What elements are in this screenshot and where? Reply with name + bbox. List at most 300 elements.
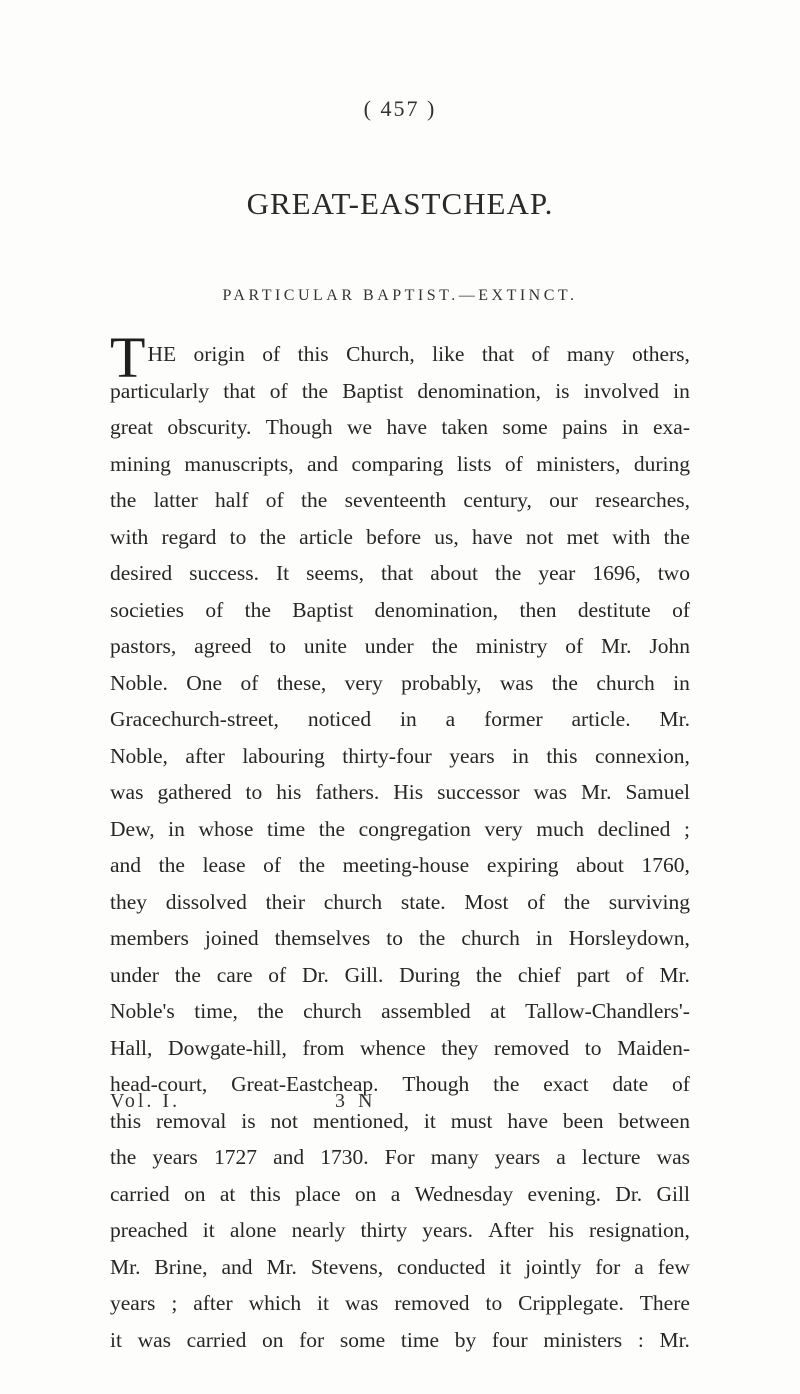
word: this <box>249 1181 281 1206</box>
word: and <box>273 1145 305 1169</box>
word: 1730. <box>320 1145 369 1169</box>
word: years <box>110 1291 156 1315</box>
line-text <box>110 628 690 665</box>
word: they <box>110 889 148 914</box>
word: evening. <box>527 1181 601 1206</box>
word: years <box>494 1145 541 1169</box>
word: origin <box>193 342 245 366</box>
line-text <box>110 957 690 994</box>
word: like <box>432 342 465 366</box>
word: the <box>663 524 690 549</box>
text-line <box>110 373 690 410</box>
word: the <box>259 524 286 549</box>
text-line <box>110 665 690 702</box>
word: before <box>366 524 422 549</box>
word: Dr. <box>301 962 329 987</box>
word: a <box>634 1254 644 1279</box>
word: and <box>307 451 339 476</box>
word: lists <box>456 451 492 476</box>
word: we <box>346 415 373 439</box>
word: the <box>551 670 578 695</box>
body-text <box>110 325 690 1358</box>
word: Stevens, <box>310 1254 384 1279</box>
word: of <box>672 597 690 622</box>
word: particularly <box>110 378 210 403</box>
word: years <box>449 743 495 768</box>
line-text <box>110 446 690 483</box>
text-line <box>110 993 690 1030</box>
word: not <box>525 524 554 549</box>
word: of <box>262 342 281 366</box>
word: to <box>245 780 263 804</box>
text-line <box>110 738 690 775</box>
word: comparing <box>351 451 444 476</box>
word: Tallow-Chandlers'- <box>525 999 690 1023</box>
word: article <box>299 524 353 549</box>
line-text <box>110 701 690 738</box>
word: Noble's <box>110 999 175 1023</box>
word: of <box>565 634 584 658</box>
word: have <box>386 415 428 439</box>
word: and <box>221 1254 253 1279</box>
word: noticed <box>307 707 372 731</box>
word: must <box>450 1108 493 1133</box>
line-text <box>110 1212 690 1249</box>
word: not <box>270 1108 298 1133</box>
word: mentioned, <box>312 1108 409 1133</box>
word: One <box>186 670 223 695</box>
word: century, <box>463 488 532 512</box>
line-text <box>110 1030 690 1067</box>
line-text <box>110 1139 690 1176</box>
word: in <box>673 378 690 403</box>
word: Dr. <box>615 1181 643 1206</box>
word: whence <box>359 1035 426 1060</box>
word: nearly <box>291 1218 346 1242</box>
word: alone <box>229 1218 277 1242</box>
text-line <box>110 884 690 921</box>
word: was <box>656 1145 690 1169</box>
word: about <box>430 561 479 585</box>
word: was <box>110 780 144 804</box>
word: denomination, <box>374 597 499 622</box>
line-text <box>110 920 690 957</box>
word: which <box>248 1291 302 1315</box>
word: Samuel <box>625 780 690 804</box>
word: societies <box>110 597 185 622</box>
word: to <box>584 1035 602 1060</box>
word: they <box>441 1035 479 1060</box>
word: fathers. <box>315 780 380 804</box>
word: of <box>625 962 644 987</box>
word: these, <box>276 670 327 695</box>
word: Cripplegate. <box>518 1291 624 1315</box>
word: probably, <box>401 670 482 695</box>
word: the <box>563 889 591 914</box>
line-text <box>110 555 690 592</box>
word: dissolved <box>165 889 247 914</box>
line-text <box>110 774 690 811</box>
word: have <box>507 1108 548 1133</box>
word: Gill <box>656 1181 690 1206</box>
word: jointly <box>525 1254 582 1279</box>
word: carried <box>110 1181 170 1206</box>
word: of <box>205 597 224 622</box>
line-text <box>110 1066 690 1103</box>
word: ; <box>171 1291 178 1315</box>
word: successor <box>437 780 520 804</box>
word: themselves <box>274 926 371 950</box>
line-text <box>110 1176 690 1213</box>
word: very <box>344 670 383 695</box>
word: article. <box>571 707 631 731</box>
word: half <box>215 488 249 512</box>
word: of <box>672 1072 690 1096</box>
word: us, <box>434 524 459 549</box>
word: ministers <box>543 1327 623 1352</box>
word: others, <box>632 342 690 366</box>
word: carried <box>186 1327 247 1352</box>
word: in <box>673 670 690 695</box>
word: was <box>499 670 534 695</box>
word: for <box>595 1254 621 1279</box>
word: head-court, <box>110 1072 208 1096</box>
word: Mr. <box>659 707 690 731</box>
line-text <box>110 409 690 446</box>
word: preached <box>110 1218 188 1242</box>
word: years. <box>422 1218 474 1242</box>
word: expiring <box>486 853 559 877</box>
word: agreed <box>194 634 252 658</box>
word: Noble, <box>110 743 168 768</box>
word: There <box>639 1291 690 1315</box>
word: the <box>110 488 137 512</box>
word: the <box>318 816 346 841</box>
word: mining <box>110 451 171 476</box>
text-line <box>110 1249 690 1286</box>
word: great <box>110 415 153 439</box>
word: to <box>269 634 287 658</box>
word: their <box>265 889 306 914</box>
word: a <box>445 707 456 731</box>
word: Gill. <box>344 962 384 987</box>
word: John <box>649 634 690 658</box>
word: to <box>229 524 247 549</box>
word: and <box>110 853 142 877</box>
word: after <box>185 743 225 768</box>
word: destitute <box>577 597 651 622</box>
word: Mr. <box>110 1254 141 1279</box>
word: joined <box>204 926 259 950</box>
line-text <box>110 519 690 556</box>
word: involved <box>583 378 659 403</box>
text-line <box>110 920 690 957</box>
word: state. <box>400 889 446 914</box>
line-text <box>110 1322 690 1359</box>
word: some <box>502 415 548 439</box>
text-line <box>110 555 690 592</box>
line-text <box>110 738 690 775</box>
word: at <box>490 999 506 1023</box>
word: Mr. <box>601 634 632 658</box>
word: to <box>386 926 403 950</box>
word: was <box>137 1327 172 1352</box>
word: the <box>475 962 503 987</box>
word: of <box>269 378 288 403</box>
word: ministers, <box>536 451 621 476</box>
text-line <box>110 446 690 483</box>
word: it <box>202 1218 215 1242</box>
word: Mr. <box>659 1327 690 1352</box>
word: by <box>454 1327 477 1352</box>
word: of <box>504 451 523 476</box>
word: of <box>268 962 287 987</box>
word: latter <box>153 488 198 512</box>
text-line <box>110 409 690 446</box>
text-line <box>110 1030 690 1067</box>
text-line <box>110 1176 690 1213</box>
word: part <box>576 962 611 987</box>
word: of <box>263 853 282 877</box>
word: the <box>493 1072 520 1096</box>
word: place <box>295 1181 341 1206</box>
word: Maiden- <box>617 1035 690 1060</box>
word: of <box>240 670 259 695</box>
word: removal <box>155 1108 227 1133</box>
word: the <box>257 999 284 1023</box>
line-text <box>110 1249 690 1286</box>
drop-cap: T <box>110 325 146 390</box>
word: 1696, <box>592 561 641 585</box>
word: at <box>219 1181 236 1206</box>
word: church <box>323 889 383 914</box>
word: many <box>430 1145 479 1169</box>
word: date <box>612 1072 649 1096</box>
text-line <box>110 1285 690 1322</box>
word: it <box>499 1254 512 1279</box>
signature-mark: 3 N <box>335 1090 377 1112</box>
word: church <box>596 670 655 695</box>
word: seems, <box>306 561 365 585</box>
word: resignation, <box>589 1218 690 1242</box>
text-line <box>110 811 690 848</box>
word: two <box>657 561 690 585</box>
word: this <box>110 1108 142 1133</box>
word: labouring <box>242 743 325 768</box>
word: this <box>297 342 329 366</box>
word: the <box>174 962 201 987</box>
word: with <box>110 524 149 549</box>
word: Gracechurch-street, <box>110 707 279 731</box>
word: time <box>266 816 306 841</box>
word: desired <box>110 561 173 585</box>
word: it <box>423 1108 436 1133</box>
word: For <box>384 1145 415 1169</box>
text-line <box>110 592 690 629</box>
word: been <box>562 1108 604 1133</box>
word: it <box>110 1327 122 1352</box>
word: met <box>566 524 599 549</box>
text-line <box>110 628 690 665</box>
word: 1760, <box>641 853 690 877</box>
word: : <box>637 1327 644 1352</box>
word: few <box>657 1254 690 1279</box>
word: under <box>364 634 414 658</box>
line-text <box>110 665 690 702</box>
text-line <box>110 1322 690 1359</box>
line-text <box>110 592 690 629</box>
word: church <box>461 926 520 950</box>
word: ; <box>684 816 690 841</box>
word: exa- <box>652 415 690 439</box>
word: that <box>381 561 414 585</box>
word: former <box>484 707 543 731</box>
word: it <box>317 1291 329 1315</box>
word: Church, <box>346 342 415 366</box>
word: the <box>110 1145 137 1169</box>
word: gathered <box>157 780 232 804</box>
word: Most <box>464 889 509 914</box>
word: a <box>556 1145 566 1169</box>
text-line <box>110 1139 690 1176</box>
word: four <box>491 1327 528 1352</box>
word: manuscripts, <box>184 451 294 476</box>
word: the <box>244 597 271 622</box>
word: care <box>216 962 253 987</box>
word: Mr. <box>580 780 612 804</box>
word: 1727 <box>213 1145 257 1169</box>
word: removed <box>493 1035 570 1060</box>
word: After <box>488 1218 534 1242</box>
word: for <box>299 1327 325 1352</box>
line-text <box>110 884 690 921</box>
word: conducted <box>397 1254 486 1279</box>
word: Though <box>265 415 333 439</box>
word: that <box>223 378 256 403</box>
line-text <box>110 373 690 410</box>
word: on <box>184 1181 206 1206</box>
word: His <box>393 780 424 804</box>
word: Horsleydown, <box>568 926 690 950</box>
word: members <box>110 926 189 950</box>
word: pastors, <box>110 634 177 658</box>
word: It <box>275 561 290 585</box>
text-line <box>110 701 690 738</box>
page-number: ( 457 ) <box>363 96 437 121</box>
line-text <box>110 1103 690 1140</box>
word: many <box>566 342 615 366</box>
word: was <box>533 780 567 804</box>
word: his <box>276 780 302 804</box>
word: success. <box>189 561 259 585</box>
chapter-subheading: PARTICULAR BAPTIST.—EXTINCT. <box>222 287 578 304</box>
word: Baptist <box>342 378 404 403</box>
word: under <box>110 962 159 987</box>
word: Baptist <box>292 597 354 622</box>
line-text <box>110 482 690 519</box>
word: the <box>419 926 446 950</box>
word: Dew, <box>110 816 155 841</box>
text-line <box>110 774 690 811</box>
volume-label: Vol. I. <box>110 1090 181 1112</box>
line-text <box>110 1285 690 1322</box>
word: Dowgate-hill, <box>168 1035 287 1060</box>
line-text <box>110 993 690 1030</box>
word: much <box>536 816 585 841</box>
word: whose <box>198 816 254 841</box>
word: lecture <box>581 1145 641 1169</box>
word: Mr. <box>266 1254 297 1279</box>
word: researches, <box>595 488 690 512</box>
word: years <box>152 1145 198 1169</box>
line-text <box>110 811 690 848</box>
word: in <box>400 707 417 731</box>
word: on <box>261 1327 284 1352</box>
word: year <box>538 561 576 585</box>
word: Brine, <box>154 1254 208 1279</box>
word: the <box>301 488 328 512</box>
word: is <box>555 378 570 403</box>
word: on <box>354 1181 377 1206</box>
text-line <box>110 519 690 556</box>
word: was <box>344 1291 379 1315</box>
word: exact <box>543 1072 589 1096</box>
word: the <box>298 853 325 877</box>
word: the <box>431 634 458 658</box>
word: Though <box>402 1072 470 1096</box>
word: ministry <box>475 634 548 658</box>
word: connexion, <box>594 743 690 768</box>
word: denomination, <box>417 378 542 403</box>
word: in <box>535 926 553 950</box>
text-line <box>110 482 690 519</box>
word: congregation <box>358 816 471 841</box>
word: pains <box>562 415 608 439</box>
word: Hall, <box>110 1035 153 1060</box>
word: time <box>400 1327 440 1352</box>
text-line <box>110 957 690 994</box>
word: between <box>618 1108 690 1133</box>
word: that <box>481 342 515 366</box>
word: from <box>302 1035 345 1060</box>
word: removed <box>394 1291 470 1315</box>
word: during <box>633 451 690 476</box>
word: Noble. <box>110 670 168 695</box>
text-line <box>110 847 690 884</box>
word: taken <box>441 415 488 439</box>
word: Mr. <box>659 962 690 987</box>
word: thirty <box>360 1218 408 1242</box>
word: in <box>621 415 639 439</box>
word: meeting-house <box>342 853 470 877</box>
word: the <box>301 378 329 403</box>
word: the <box>158 853 185 877</box>
word: Great-Eastcheap. <box>231 1072 379 1096</box>
word: our <box>549 488 578 512</box>
line-text <box>110 847 690 884</box>
word: obscurity. <box>167 415 252 439</box>
word: of <box>527 889 546 914</box>
word: the <box>495 561 522 585</box>
word: HE <box>147 342 177 366</box>
word: to <box>485 1291 503 1315</box>
word: after <box>193 1291 233 1315</box>
word: a <box>390 1181 401 1206</box>
word: about <box>576 853 624 877</box>
word: assembled <box>381 999 471 1023</box>
line-text <box>147 336 690 373</box>
word: declined <box>597 816 671 841</box>
